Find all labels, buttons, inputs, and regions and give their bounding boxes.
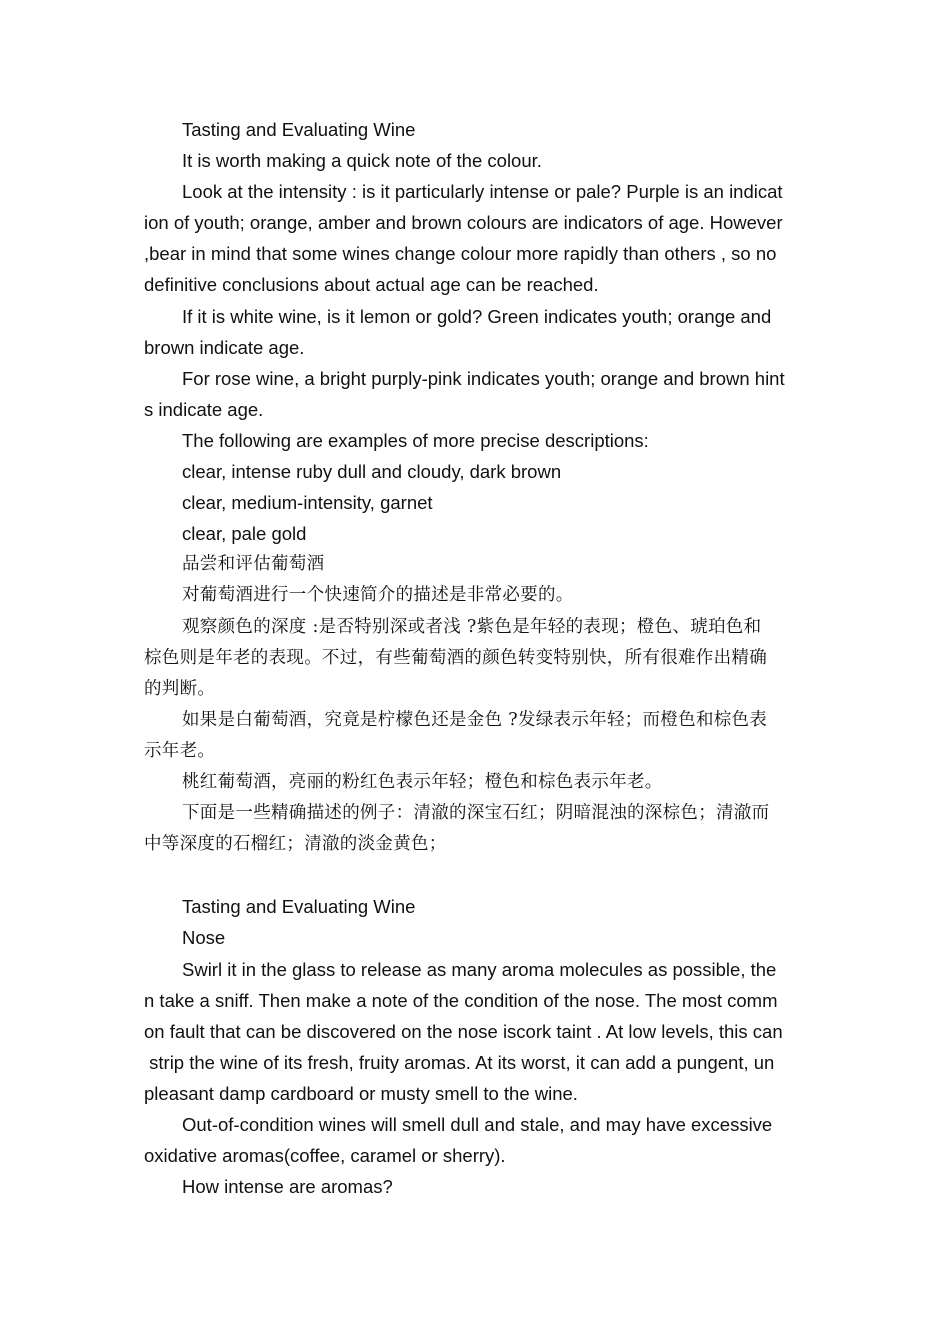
text-line: ion of youth; orange, amber and brown colours are indicators of age. However xyxy=(144,212,783,234)
document-body xyxy=(144,114,814,1202)
blank-line xyxy=(144,860,814,891)
text-line: 棕色则是年老的表现。不过，有些葡萄酒的颜色转变特别快，所有很难作出精确 xyxy=(144,647,767,668)
text-line: 下面是一些精确描述的例子：清澈的深宝石红；阴暗混浊的深棕色；清澈而 xyxy=(182,803,770,824)
text-line: clear, intense ruby dull and cloudy, dark brown xyxy=(182,461,562,483)
text-line: 观察颜色的深度 :是否特别深或者浅 ?紫色是年轻的表现；橙色、琥珀色和 xyxy=(182,616,762,637)
text-line: Look at the intensity : is it particularly intense or pale? Purple is an indicat xyxy=(182,181,783,203)
text-line: Swirl it in the glass to release as many aroma molecules as possible, the xyxy=(182,958,777,980)
text-line: strip the wine of its fresh, fruity aromas. At its worst, it can add a pungent, un xyxy=(144,1051,775,1073)
text-line: brown indicate age. xyxy=(144,336,305,358)
text-line: ,bear in mind that some wines change colour more rapidly than others , so no xyxy=(144,243,777,265)
text-line: n take a sniff. Then make a note of the condition of the nose. The most comm xyxy=(144,989,778,1011)
text-line: 对葡萄酒进行一个快速简介的描述是非常必要的。 xyxy=(182,585,574,606)
text-line: 如果是白葡萄酒，究竟是柠檬色还是金色 ?发绿表示年轻；而橙色和棕色表 xyxy=(182,709,768,730)
text-line: It is worth making a quick note of the colour. xyxy=(182,150,542,172)
section-title-colour: Tasting and Evaluating Wine xyxy=(182,119,416,140)
text-line: definitive conclusions about actual age can be reached. xyxy=(144,274,599,296)
text-line: For rose wine, a bright purply-pink indicates youth; orange and brown hint xyxy=(182,367,785,389)
section-title-nose: Tasting and Evaluating Wine xyxy=(182,896,416,918)
text-line: clear, medium-intensity, garnet xyxy=(182,492,433,514)
section-title-chinese: 品尝和评估葡萄酒 xyxy=(182,554,325,575)
text-line: Out-of-condition wines will smell dull and stale, and may have excessive xyxy=(182,1114,773,1135)
text-line: on fault that can be discovered on the nose iscork taint . At low levels, this can xyxy=(144,1020,783,1042)
text-line: pleasant damp cardboard or musty smell to the wine. xyxy=(144,1082,578,1104)
text-line: 中等深度的石榴红；清澈的淡金黄色； xyxy=(144,834,447,855)
text-line: clear, pale gold xyxy=(182,523,307,545)
text-line: 的判断。 xyxy=(144,678,216,699)
text-line: s indicate age. xyxy=(144,398,264,420)
text-line: 桃红葡萄酒，亮丽的粉红色表示年轻；橙色和棕色表示年老。 xyxy=(182,771,663,792)
subsection-title: Nose xyxy=(182,927,226,949)
text-line: If it is white wine, is it lemon or gold? Green indicates youth; orange and xyxy=(182,305,772,327)
text-line: How intense are aromas? xyxy=(182,1176,393,1198)
text-line: The following are examples of more precise descriptions: xyxy=(182,429,649,451)
text-line: 示年老。 xyxy=(144,740,216,761)
text-line: oxidative aromas(coffee, caramel or sherry). xyxy=(144,1145,506,1167)
